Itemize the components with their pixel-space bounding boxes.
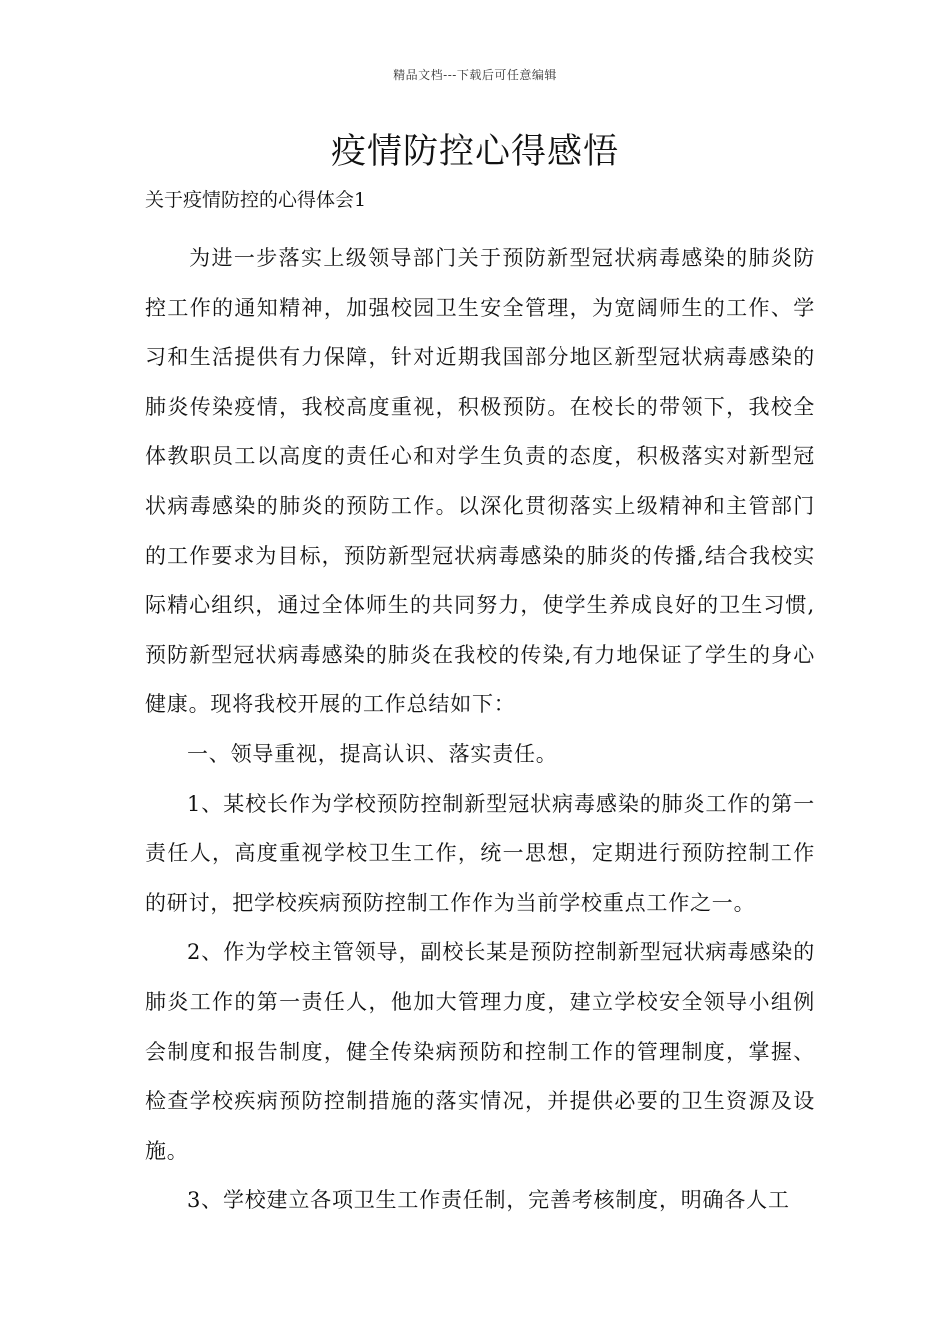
paragraph-item-2: 2、作为学校主管领导，副校长某是预防控制新型冠状病毒感染的肺炎工作的第一责任人，他加大管理力度，建立学校安全领导小组例会制度和报告制度，健全传染病预防和控制工作的管理制度，掌握、检查学校疾病预防控制措施的落实情况，并提供必要的卫生资源及设施。 [145, 940, 815, 1163]
document-subtitle: 关于疫情防控的心得体会1 [145, 189, 367, 211]
document-title: 疫情防控心得感悟 [330, 132, 619, 172]
paragraph-item-1: 1、某校长作为学校预防控制新型冠状病毒感染的肺炎工作的第一责任人，高度重视学校卫生工作，统一思想，定期进行预防控制工作的研讨，把学校疾病预防控制工作作为当前学校重点工作之一。 [145, 791, 815, 915]
header-note: 精品文档---下载后可任意编辑 [393, 68, 557, 82]
paragraph-intro: 为进一步落实上级领导部门关于预防新型冠状病毒感染的肺炎防控工作的通知精神，加强校园卫生安全管理，为宽阔师生的工作、学习和生活提供有力保障，针对近期我国部分地区新型冠状病毒感染的肺炎传染疫情，我校高度重视，积极预防。在校长的带领下，我校全体教职员工以高度的责任心和对学生负责的态度，积极落实对新型冠状病毒感染的肺炎的预防工作。以深化贯彻落实上级精神和主管部门的工作要求为目标，预防新型冠状病毒感染的肺炎的传播,结合我校实际精心组织，通过全体师生的共同努力，使学生养成良好的卫生习惯,预防新型冠状病毒感染的肺炎在我校的传染,有力地保证了学生的身心健康。现将我校开展的工作总结如下： [145, 246, 815, 717]
document-body [145, 234, 815, 1226]
paragraph-item-3: 3、学校建立各项卫生工作责任制，完善考核制度，明确各人工 [187, 1188, 790, 1213]
paragraph-section-heading: 一、领导重视，提高认识、落实责任。 [187, 741, 558, 766]
